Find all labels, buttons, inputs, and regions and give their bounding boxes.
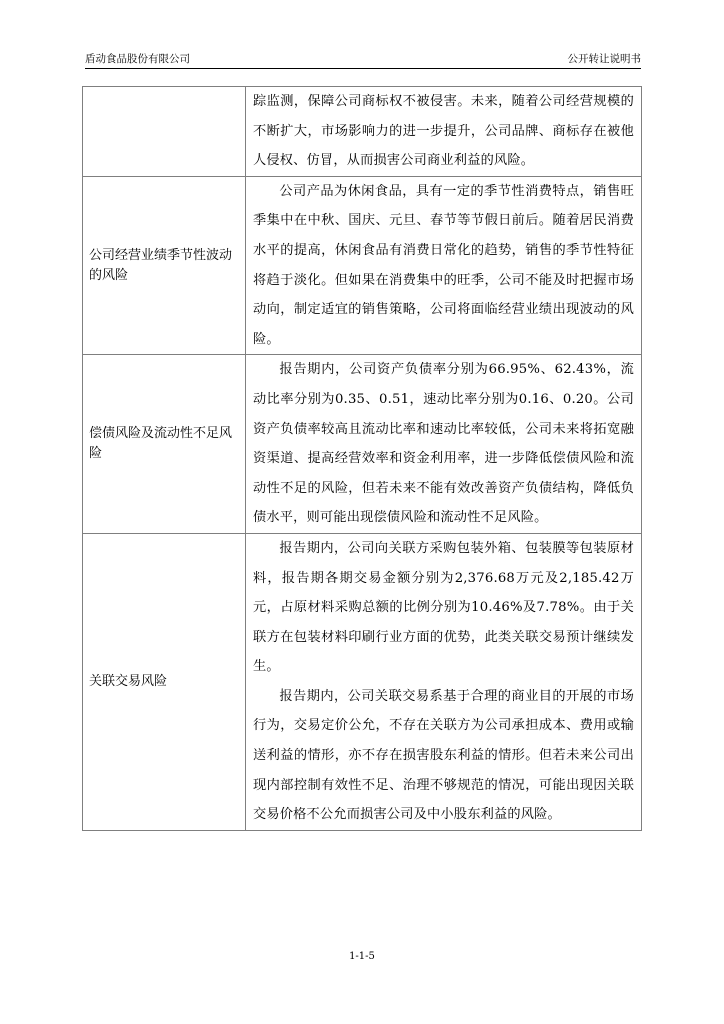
risk-paragraph: 报告期内，公司向关联方采购包装外箱、包装膜等包装原材料，报告期各期交易金额分别为2,376.68万元及2,185.42万元，占原材料采购总额的比例分别为10.46%及7.78%。由于关联方在包装材料印刷行业方面的优势，此类关联交易预计继续发生。 (253, 540, 634, 675)
document-type: 公开转让说明书 (567, 53, 641, 65)
table-row (83, 176, 642, 355)
risk-paragraph: 报告期内，公司资产负债率分别为66.95%、62.43%，流动比率分别为0.35、0.51，速动比率分别为0.16、0.20。公司资产负债率较高且流动比率和速动比率较低，公司未来将拓宽融资渠道、提高经营效率和资金利用率，进一步降低偿债风险和流动性不足的风险，但若未来不能有效改善资产负债结构，降低负债水平，则可能出现偿债风险和流动性不足风险。 (253, 362, 634, 526)
risk-description (246, 533, 642, 830)
risk-category: 关联交易风险 (83, 533, 246, 830)
risk-description (246, 87, 642, 177)
page-header (85, 50, 641, 69)
risk-category: 公司经营业绩季节性波动的风险 (83, 176, 246, 355)
risk-description (246, 355, 642, 534)
risk-paragraph: 报告期内，公司关联交易系基于合理的商业目的开展的市场行为，交易定价公允，不存在关联方为公司承担成本、费用或输送利益的情形，亦不存在损害股东利益的情形。但若未来公司出现内部控制有效性不足、治理不够规范的情况，可能出现因关联交易价格不公允而损害公司及中小股东利益的风险。 (253, 688, 634, 823)
page-number: 1-1-5 (349, 951, 375, 962)
table-row (83, 533, 642, 830)
risk-table (82, 86, 642, 831)
company-name: 盾动食品股份有限公司 (85, 53, 190, 65)
risk-paragraph: 公司产品为休闲食品，具有一定的季节性消费特点，销售旺季集中在中秋、国庆、元旦、春节等节假日前后。随着居民消费水平的提高，休闲食品有消费日常化的趋势，销售的季节性特征将趋于淡化。但如果在消费集中的旺季，公司不能及时把握市场动向，制定适宜的销售策略，公司将面临经营业绩出现波动的风险。 (253, 183, 634, 347)
risk-category: 偿债风险及流动性不足风险 (83, 355, 246, 534)
risk-description (246, 176, 642, 355)
table-row (83, 87, 642, 177)
risk-category (83, 87, 246, 177)
table-row (83, 355, 642, 534)
risk-paragraph: 踪监测，保障公司商标权不被侵害。未来，随着公司经营规模的不断扩大，市场影响力的进一步提升，公司品牌、商标存在被他人侵权、仿冒，从而损害公司商业利益的风险。 (253, 94, 634, 169)
